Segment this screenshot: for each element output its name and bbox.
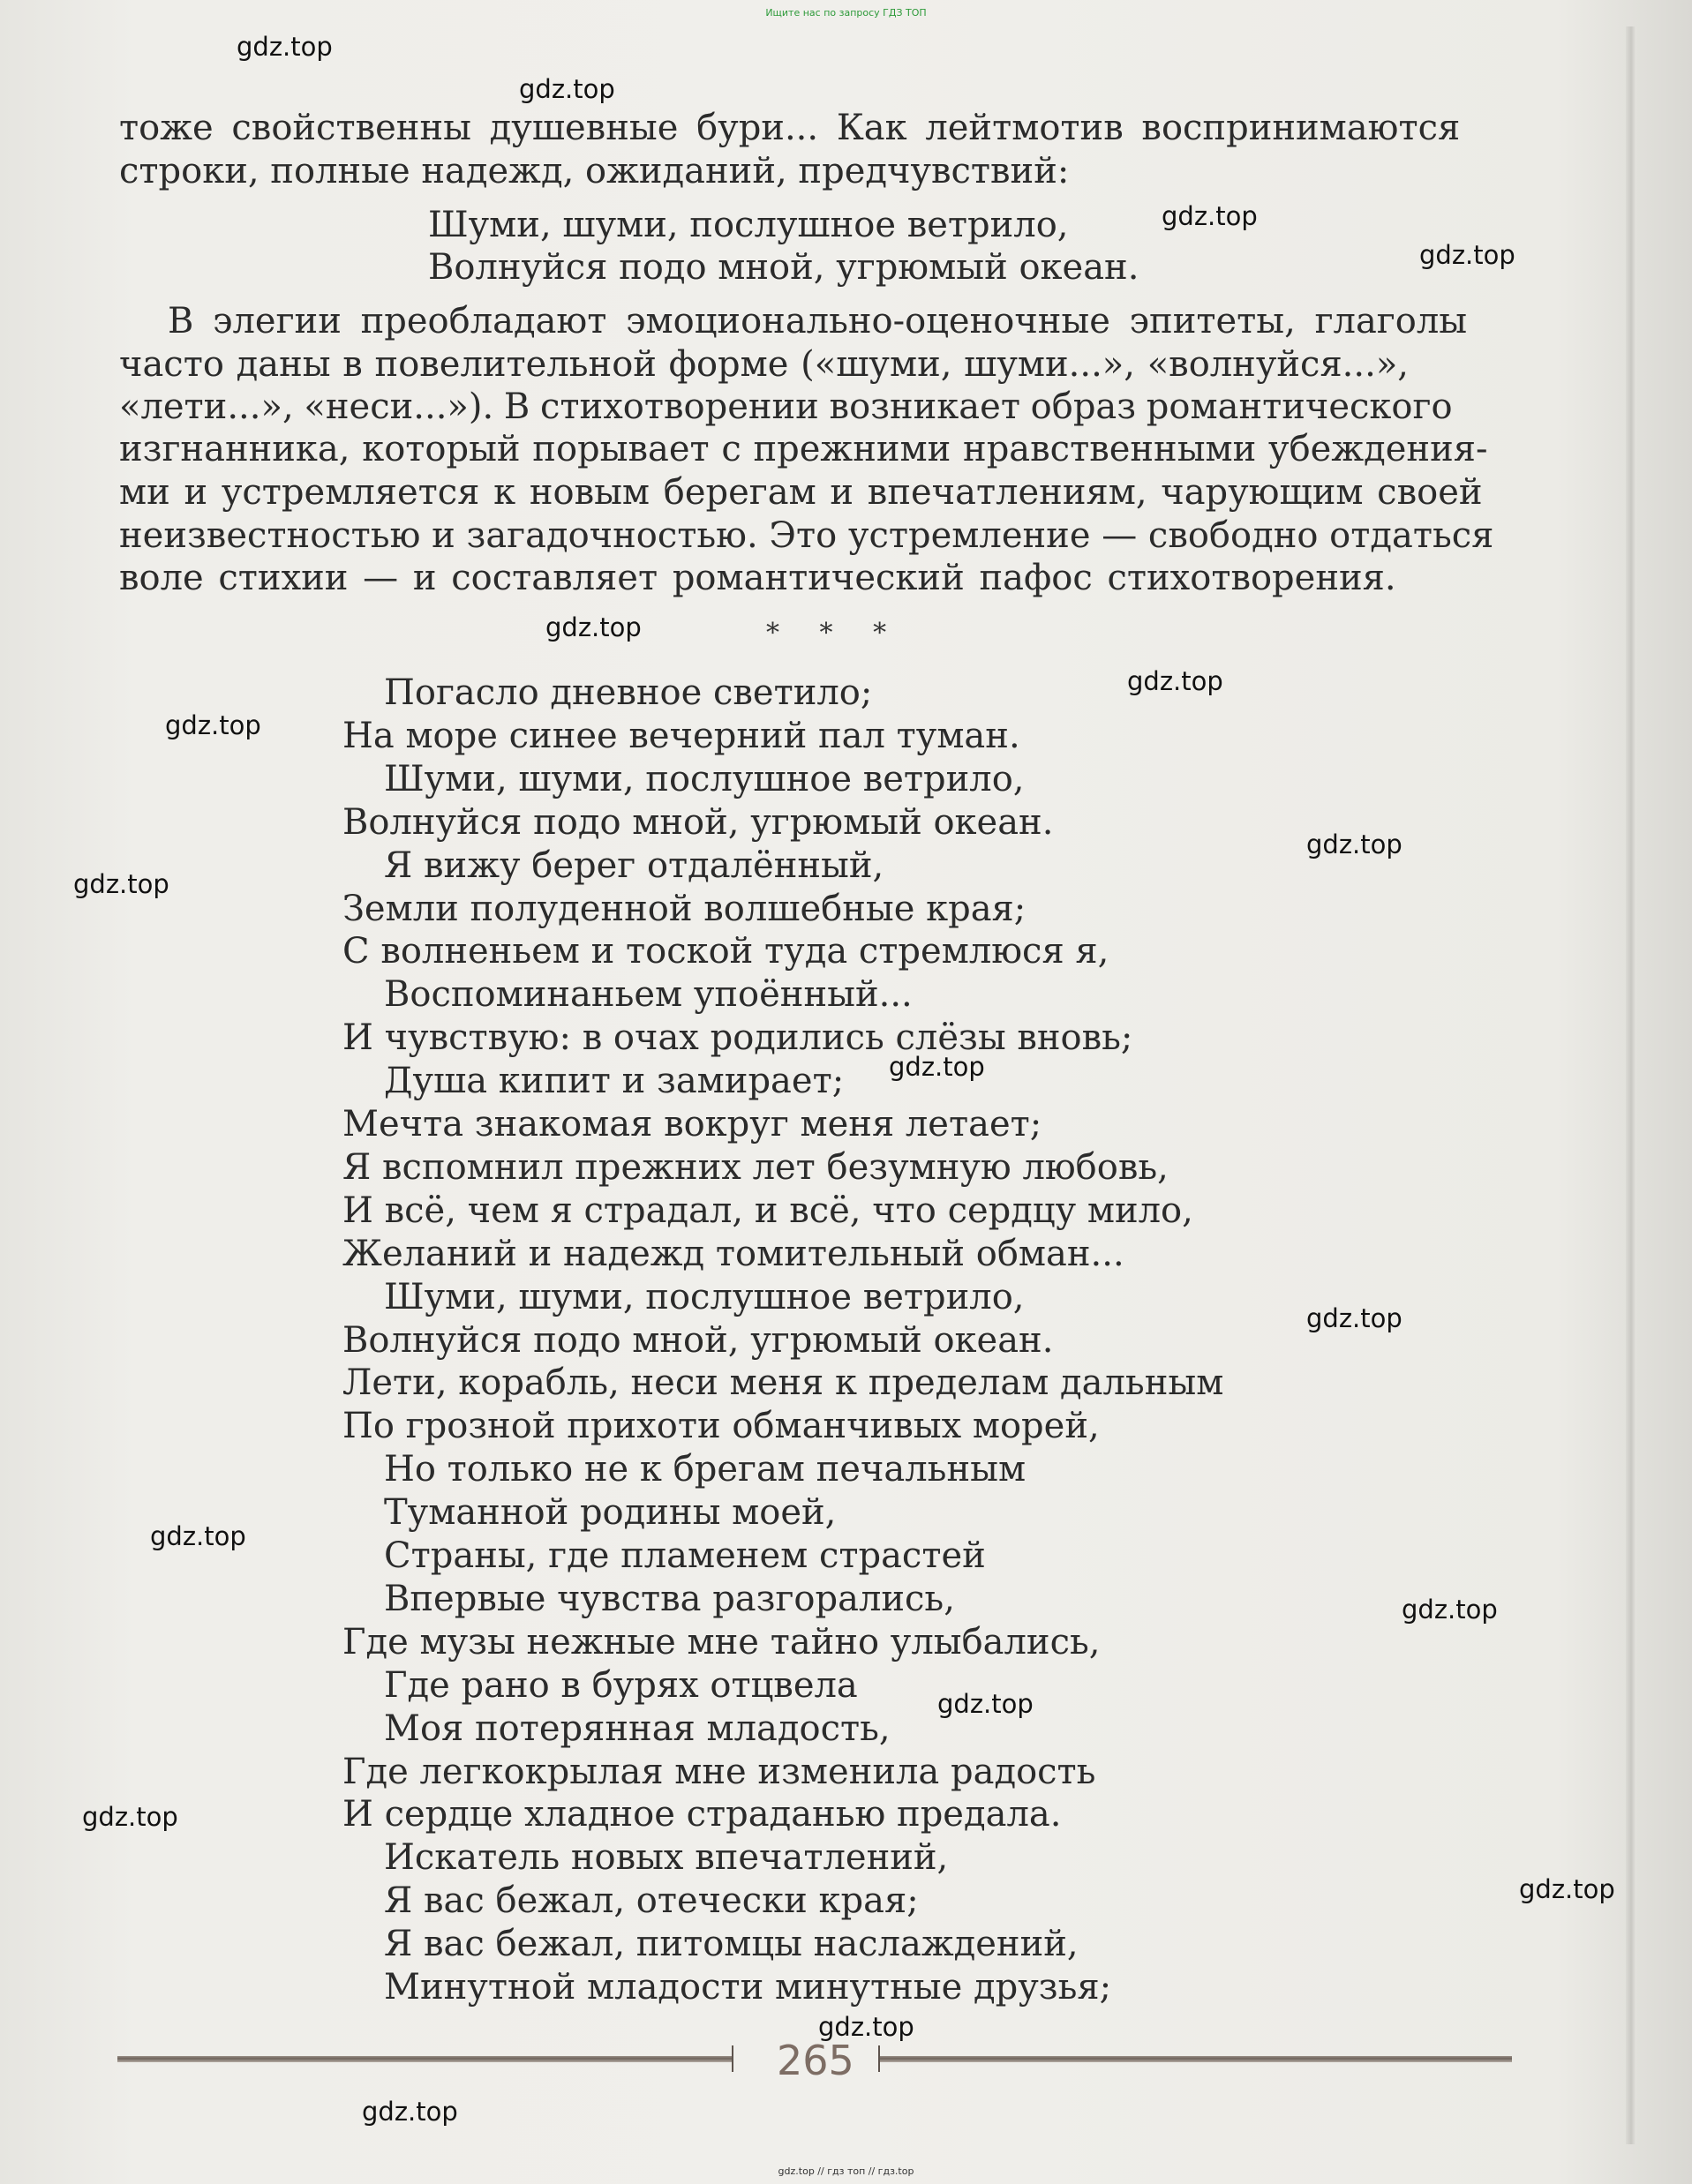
watermark-text: gdz.top bbox=[1402, 1595, 1498, 1625]
watermark-text: gdz.top bbox=[1306, 1303, 1402, 1333]
watermark-text: gdz.top bbox=[889, 1052, 985, 1082]
header-note[interactable]: Ищите нас по запросу ГДЗ ТОП bbox=[765, 7, 927, 19]
footer-note[interactable]: gdz.top // гдз топ // гдз.top bbox=[778, 2165, 914, 2177]
text-line: Туманной родины моей, bbox=[384, 1492, 837, 1533]
text-line: С волненьем и тоской туда стремлюся я, bbox=[342, 931, 1109, 972]
text-line: Где рано в бурях отцвела bbox=[384, 1665, 858, 1706]
watermark-text: gdz.top bbox=[73, 869, 169, 899]
text-line: Волнуйся подо мной, угрюмый океан. bbox=[428, 247, 1139, 288]
text-line: Воспоминаньем упоённый... bbox=[384, 974, 913, 1015]
text-line: строки, полные надежд, ожиданий, предчувствий: bbox=[119, 151, 1070, 191]
text-line: Минутной младости минутные друзья; bbox=[384, 1967, 1112, 2008]
footer-rule-right bbox=[878, 2056, 1512, 2062]
text-line: По грозной прихоти обманчивых морей, bbox=[342, 1406, 1100, 1446]
text-line: Страны, где пламенем страстей bbox=[384, 1535, 986, 1576]
text-line: Шуми, шуми, послушное ветрило, bbox=[428, 205, 1069, 245]
text-line: «лети...», «неси...»). В стихотворении возникает образ романтического bbox=[119, 387, 1453, 427]
text-line: Душа кипит и замирает; bbox=[384, 1061, 845, 1101]
footer-rule-tick bbox=[878, 2045, 880, 2072]
text-line: Шуми, шуми, послушное ветрило, bbox=[384, 1277, 1025, 1317]
text-line: Я вспомнил прежних лет безумную любовь, bbox=[342, 1147, 1169, 1188]
text-line: Я вижу берег отдалённый, bbox=[384, 845, 884, 886]
footer-rule-left bbox=[117, 2056, 733, 2062]
text-line: И всё, чем я страдал, и всё, что сердцу мило, bbox=[342, 1190, 1193, 1231]
watermark-text: gdz.top bbox=[937, 1689, 1034, 1719]
text-line: Я вас бежал, питомцы наслаждений, bbox=[384, 1924, 1079, 1964]
text-line: Впервые чувства разгорались, bbox=[384, 1579, 955, 1619]
text-line: Где музы нежные мне тайно улыбались, bbox=[342, 1622, 1101, 1662]
text-line: Земли полуденной волшебные края; bbox=[342, 889, 1026, 929]
text-line: Мечта знакомая вокруг меня летает; bbox=[342, 1104, 1042, 1145]
watermark-text: gdz.top bbox=[1306, 829, 1402, 859]
page-edge bbox=[1626, 26, 1636, 2144]
text-line: тоже свойственны душевные бури... Как лейтмотив воспринимаются bbox=[119, 108, 1461, 148]
text-line: Но только не к брегам печальным bbox=[384, 1449, 1026, 1490]
text-line: Моя потерянная младость, bbox=[384, 1708, 891, 1749]
text-line: Шуми, шуми, послушное ветрило, bbox=[384, 759, 1025, 799]
watermark-text: gdz.top bbox=[818, 2012, 914, 2042]
text-line: Искатель новых впечатлений, bbox=[384, 1837, 949, 1878]
watermark-text: gdz.top bbox=[165, 710, 261, 740]
watermark-text: gdz.top bbox=[1519, 1874, 1615, 1904]
text-line: И сердце хладное страданью предала. bbox=[342, 1794, 1062, 1835]
text-line: Я вас бежал, отечески края; bbox=[384, 1880, 919, 1921]
watermark-text: gdz.top bbox=[1127, 666, 1223, 696]
text-line: воле стихии — и составляет романтический пафос стихотворения. bbox=[119, 558, 1396, 598]
watermark-text: gdz.top bbox=[362, 2097, 458, 2127]
watermark-text: gdz.top bbox=[150, 1521, 246, 1551]
text-line: ми и устремляется к новым берегам и впечатлениям, чарующим своей bbox=[119, 472, 1483, 513]
text-line: На море синее вечерний пал туман. bbox=[342, 716, 1020, 756]
watermark-text: gdz.top bbox=[237, 32, 333, 62]
text-line: Волнуйся подо мной, угрюмый океан. bbox=[342, 1320, 1054, 1361]
page-number: 265 bbox=[777, 2037, 854, 2084]
watermark-text: gdz.top bbox=[82, 1802, 178, 1832]
watermark-text: gdz.top bbox=[1419, 240, 1515, 270]
watermark-text: gdz.top bbox=[1162, 201, 1258, 231]
watermark-text: gdz.top bbox=[545, 612, 642, 642]
footer-rule-tick bbox=[732, 2045, 733, 2072]
section-stars: * * * bbox=[766, 618, 903, 649]
text-line: неизвестностью и загадочностью. Это устремление — свободно отдаться bbox=[119, 515, 1494, 556]
watermark-text: gdz.top bbox=[519, 74, 615, 104]
text-line: Желаний и надежд томительный обман... bbox=[342, 1234, 1124, 1274]
text-line: И чувствую: в очах родились слёзы вновь; bbox=[342, 1017, 1133, 1058]
text-line: изгнанника, который порывает с прежними нравственными убеждения- bbox=[119, 429, 1488, 469]
text-line: Где легкокрылая мне изменила радость bbox=[342, 1752, 1096, 1792]
text-line: Лети, корабль, неси меня к пределам дальным bbox=[342, 1362, 1224, 1403]
text-line: Волнуйся подо мной, угрюмый океан. bbox=[342, 802, 1054, 843]
text-line: В элегии преобладают эмоционально-оценочные эпитеты, глаголы bbox=[168, 301, 1468, 341]
text-line: часто даны в повелительной форме («шуми, шуми...», «волнуйся...», bbox=[119, 344, 1410, 385]
text-line: Погасло дневное светило; bbox=[384, 672, 873, 713]
